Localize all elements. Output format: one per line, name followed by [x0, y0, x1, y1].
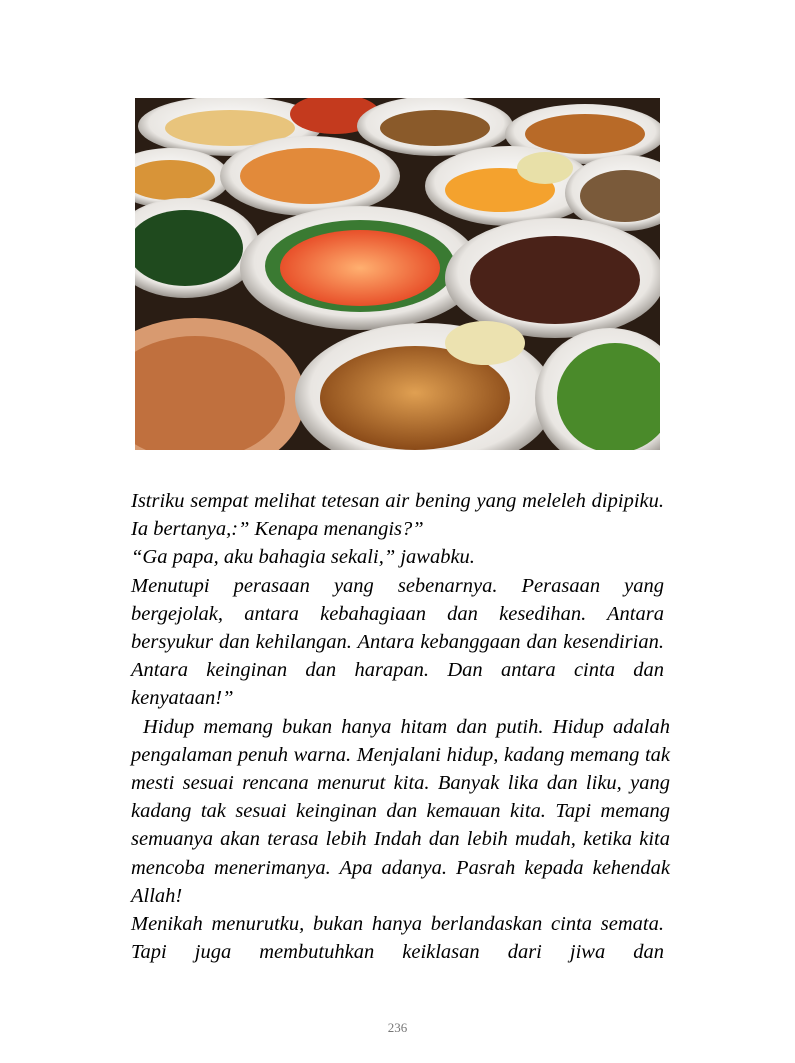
food-illustration	[135, 98, 660, 450]
paragraph-1: Istriku sempat melihat tetesan air bening yang meleleh dipipiku. Ia bertanya,:” Kenapa menangis?”	[131, 490, 664, 541]
page-number: 236	[387, 1020, 408, 1035]
paragraph-2: “Ga papa, aku bahagia sekali,” jawabku.	[131, 546, 475, 569]
paragraph-3: Menutupi perasaan yang sebenarnya. Perasaan yang bergejolak, antara kebahagiaan dan kesedihan. Antara bersyukur dan kehilangan. Antara kebanggaan dan kesendirian. Antara keinginan dan harapan. Dan antara cinta dan kenyataan!”	[131, 574, 664, 710]
paragraph-5: Menikah menurutku, bukan hanya berlandaskan cinta semata. Tapi juga membutuhkan keiklasan dari jiwa dan	[131, 913, 664, 964]
body-text	[131, 487, 670, 966]
paragraph-4: Hidup memang bukan hanya hitam dan putih. Hidup adalah pengalaman penuh warna. Menjalani hidup, kadang memang tak mesti sesuai rencana menurut kita. Banyak lika dan liku, yang kadang tak sesuai keinginan dan kemauan kita. Tapi memang semuanya akan terasa lebih Indah dan lebih mudah, ketika kita mencoba menerimanya. Apa adanya. Pasrah kepada kehendak Allah!	[131, 715, 670, 907]
food-photo	[135, 98, 660, 450]
